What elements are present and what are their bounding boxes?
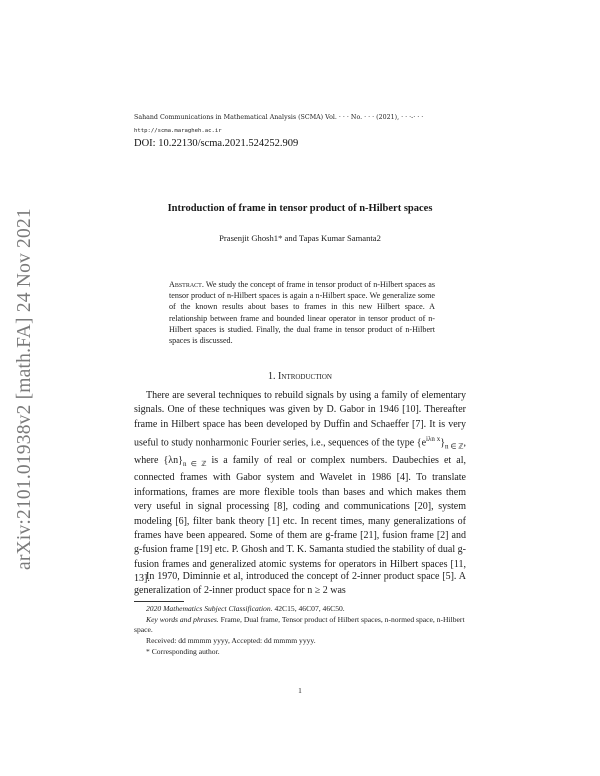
doi[interactable]: DOI: 10.22130/scma.2021.524252.909 <box>134 138 299 149</box>
arxiv-identifier: arXiv:2101.01938v2 [math.FA] 24 Nov 2021 <box>14 208 35 570</box>
paper-title: Introduction of frame in tensor product of n-Hilbert spaces <box>167 203 433 214</box>
footnote-dates: Received: dd mmmm yyyy, Accepted: dd mmmm yyyy. <box>146 636 316 645</box>
section-heading <box>0 371 600 382</box>
exponent: iλn x <box>426 435 441 444</box>
keywords-label: Key words and phrases. <box>146 615 219 624</box>
section-title: Introduction <box>278 371 332 382</box>
abstract-label: Abstract. <box>169 280 204 289</box>
paragraph-text: There are several techniques to rebuild signals by using a family of elementary signals. One of these techniques was given by D. Gabor in 1946 [10]. Thereafter frame in Hilbert space has been developed by Duffin and Schaeffer [7]. It is very useful to study nonharmonic Fourier series, i.e., sequences of the type {e <box>134 390 466 449</box>
intro-paragraph-1 <box>134 389 466 587</box>
paragraph-text: , where {λn} <box>134 437 466 466</box>
paragraph-text: is a family of real or complex numbers. Daubechies et al, connected frames with Gabor system and Wavelet in 1986 [4]. To translate informations, frames are more flexible tools than bases and which makes them very useful in signal processing [8], coding and communications [20], system modeling [6], filter bank theory [1] etc. In recent times, many generalizations of frames have been appeared. Some of them are g-frame [21], fusion frame [2] and g-fusion frame [19] etc. P. Ghosh and T. K. Samanta studied the stability of dual g-fusion frames and generalized atomic systems for operators in Hilbert spaces [11, 13]. <box>134 454 466 585</box>
abstract-text: We study the concept of frame in tensor product of n-Hilbert spaces as tensor product of n-Hilbert spaces is again a n-Hilbert space. We generalize some of the known results about bases to frames in this new Hilbert space. A relationship between frame and bounded linear operator in tensor product of n-Hilbert spaces is studied. Finally, the dual frame in tensor product of n-Hilbert spaces is discussed. <box>169 280 435 346</box>
journal-header: Sahand Communications in Mathematical Analysis (SCMA) Vol. · · · No. · · · (2021), · · ·-· · · <box>134 114 424 121</box>
footnote-rule <box>134 601 184 602</box>
page-number: 1 <box>298 686 302 695</box>
keywords-text: Frame, Dual frame, Tensor product of Hilbert spaces, n-normed space, n-Hilbert space. <box>134 615 465 635</box>
subscript: n ∈ ℤ <box>445 442 464 451</box>
paragraph-text: } <box>440 437 446 449</box>
footnote-corresponding: * Corresponding author. <box>146 647 220 656</box>
intro-paragraph-2: In 1970, Diminnie et al, introduced the concept of 2-inner product space [5]. A generalization of 2-inner product space for n ≥ 2 was <box>134 571 466 597</box>
msc-codes: 42C15, 46C07, 46C50. <box>272 604 345 613</box>
subscript: n ∈ ℤ <box>182 459 207 468</box>
msc-label: 2020 Mathematics Subject Classification. <box>146 604 273 613</box>
footnote-msc <box>134 604 466 614</box>
journal-url[interactable]: http://scma.maragheh.ac.ir <box>134 128 222 134</box>
footnote-keywords <box>134 615 466 636</box>
abstract <box>169 279 435 346</box>
section-number: 1. <box>268 371 276 382</box>
author-list: Prasenjit Ghosh1* and Tapas Kumar Samanta2 <box>219 233 381 243</box>
